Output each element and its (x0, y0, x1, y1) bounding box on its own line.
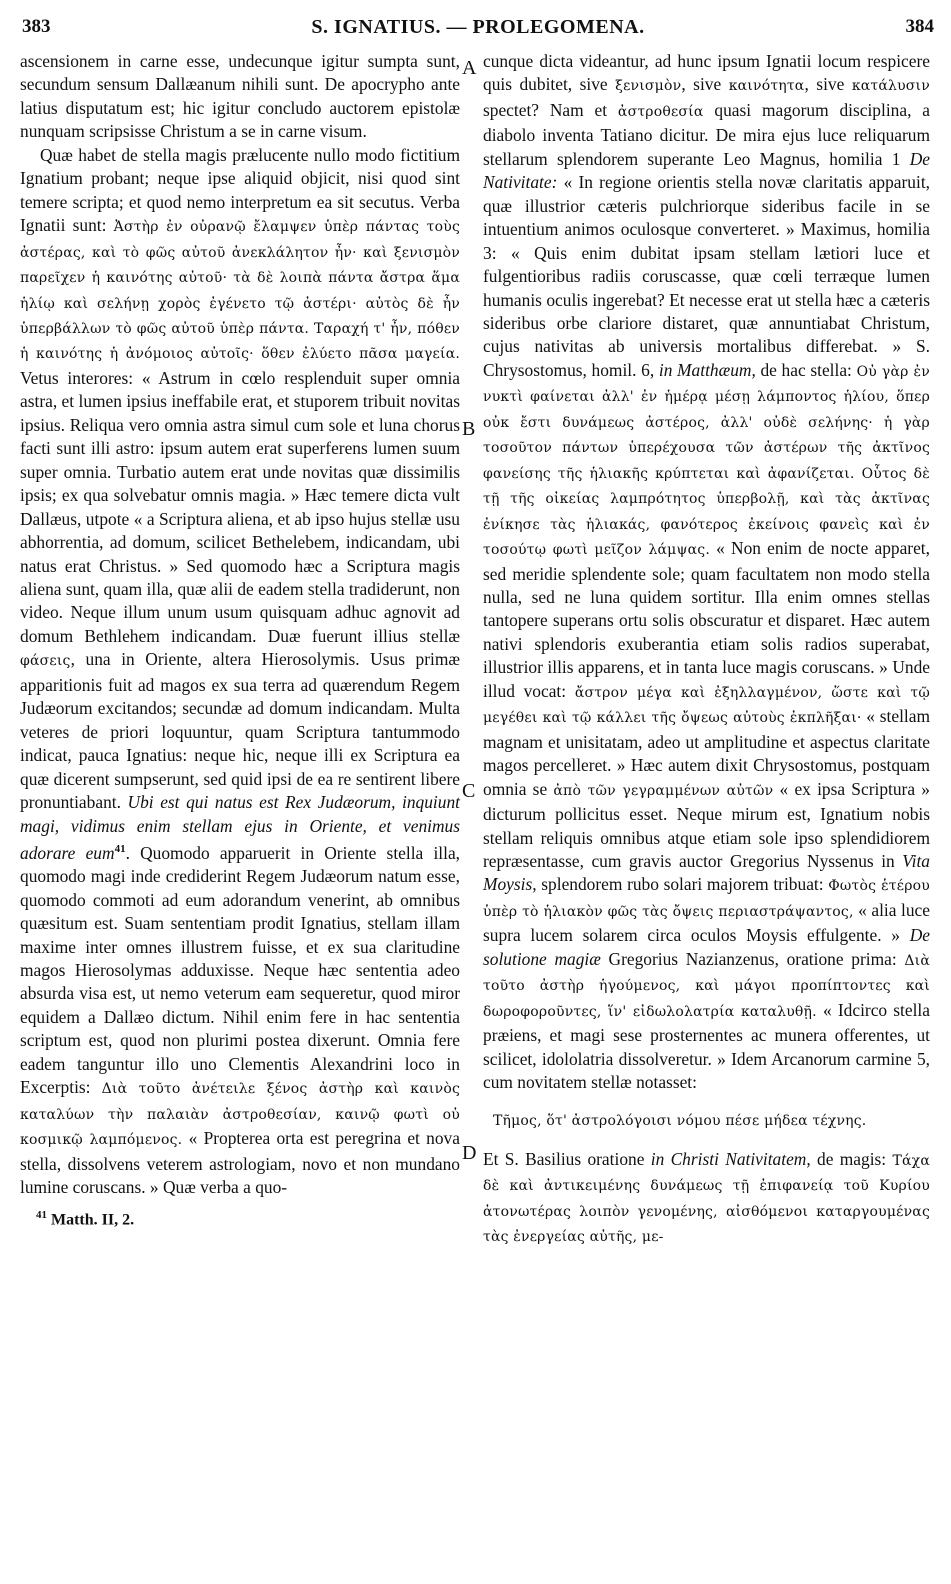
page-number-left: 383 (22, 16, 51, 37)
greek-quote: Οὐ γὰρ ἐν νυκτὶ φαίνεται ἀλλ' ἐν ἡμέρᾳ μέσῃ λάμποντος ἡλίου, ὅπερ οὐκ ἔστι δυνάμεως ἀστέρος, ἀλλ' οὐδὲ σελήνης· ἡ γὰρ τοσοῦτον πάντων ὑπερέχουσα τῶν ἀστέρων τῆς ἀκτῖνος φανείσης τῆς ἡλιακῆς κρύπτεται καὶ ἀφανίζεται. Οὗτος δὲ τῇ τῆς οἰκείας λαμπρότητος ὑπερβολῇ, καὶ τὰς ἀκτῖνας ἐνίκησε τὰς ἡλιακάς, φανότερος ἐκείνοις φανεὶς καὶ ἐν τοσούτῳ φωτὶ μεῖζον λάμψας. (483, 363, 930, 559)
paragraph: Quæ habet de stella magis prælucente nullo modo fictitium Ignatium probant; neque ipse aliquid objicit, nisi quod sint temere scripta; et quod nemo interpretum ea sit secutus. Verba Ignatii sunt: Ἀστὴρ ἐν οὐρανῷ ἔλαμψεν ὑπὲρ πάντας τοὺς ἀστέρας, καὶ τὸ φῶς αὐτοῦ ἀνεκλάλητον ἦν· καὶ ξενισμὸν παρεῖχεν ἡ καινότης αὐτοῦ· τὰ δὲ λοιπὰ πάντα ἄστρα ἅμα ἡλίῳ καὶ σελήνῃ χορὸς ἐγένετο τῷ ἀστέρι· αὐτὸς δὲ ἦν ὑπερβάλλων τὸ φῶς αὐτοῦ ὑπὲρ πάντα. Ταραχή τ' ἦν, πόθεν ἡ καινότης ἡ ἀνόμοιος αὐτοῖς· ὅθεν ἐλύετο πᾶσα μαγεία. Vetus interores: « Astrum in cœlo resplenduit super omnia astra, et lumen ipsius ineffabile erat, et stuporem tribuit novitas ipsius. Reliqua vero omnia astra simul cum sole et luna chorus facti sunt illi astro: ipsum autem erat superferens lumen suum super omnia. Turbatio autem erat unde novitas quæ dissimilis ipsis; ex qua solvebatur omnis magia. » Hæc temere dicta vult Dallæus, utpote « a Scriptura aliena, et ab ipso hujus stellæ usu abhorrentia, ad domum, scilicet Bethelebem, indicandam, ubi natus erat Christus. » Sed quomodo hæc a Scriptura magis aliena sunt, quam illa, quæ alii de eadem stella tradiderunt, non video. Neque illum unum usum quisquam adhuc agnovit ad domum Bethlehem indicandam. Duæ fuerunt illius stellæ φάσεις, una in Oriente, altera Hierosolymis. Usus primæ apparitionis fuit ad magos ex sua terra ad quærendum Regem Judæorum excitandos; secundæ ad domum indicandam. Multa veteres de priori loquuntur, quam Scriptura tantummodo indicat, pauca Ignatius: neque hic, neque illi ex Scriptura ea quæ dicerent sumpserunt, sed quid ipsi de ea re sentirent libere pronuntiabant. Ubi est qui natus est Rex Judæorum, inquiunt magi, vidimus enim stellam ejus in Oriente, et venimus adorare eum$^{41}$. Quomodo apparuerit in Oriente stella illa, quomodo magi inde crediderint Regem Judæorum natum esse, quomodo commoti ad eum adorandum venerint, ab omnibus quæsitum est. Suam sententiam prodit Ignatius, stellam illam maxime inter omnes illustrem fuisse, et ex sua claritudine magos Hierosolymas adduxisse. Neque hæc sententia adeo absurda visa est, ut nemo veterum eam sequeretur, quod miror equidem a Dallæo dictum. Nihil enim fere in hac sententia scriptum est, quod non plurimi postea dixerunt. Omnia fere eadem tanguntur illo uno Clementis Alexandrini loco in Excerptis: Διὰ τοῦτο ἀνέτειλε ξένος ἀστὴρ καὶ καινὸς καταλύων τὴν παλαιὰν ἀστροθεσίαν, καινῷ φωτὶ οὐ κοσμικῷ λαμπόμενος. « Propterea orta est peregrina et nova stella, dissolvens veterem astrologiam, novo et non mundano lumine coruscans. » Quæ verba a quo- (20, 144, 461, 1198)
greek-verse: Τῆμος, ὅτ' ἀστρολόγοισι νόμου πέσε μήδεα τέχνης. (493, 1113, 867, 1130)
paragraph: ascensionem in carne esse, undecunque igitur sumpta sunt, secundum sensum Dallæanum nihili sunt. De apocrypho ante latius disputatum est; hic igitur concludo auctorem epistolæ nunquam scripsisse Christum a se in carne visum. (20, 51, 460, 142)
greek-quote: Διὰ τοῦτο ἀστὴρ ἡγούμενος, καὶ μάγοι προπίπτοντες καὶ δωροφοροῦντες, ἵν' εἰδωλολατρία καταλυθῇ. (483, 952, 930, 1020)
greek-quote: Ἀστὴρ ἐν οὐρανῷ ἔλαμψεν ὑπὲρ πάντας τοὺς ἀστέρας, καὶ τὸ φῶς αὐτοῦ ἀνεκλάλητον ἦν· καὶ ξενισμὸν παρεῖχεν ἡ καινότης αὐτοῦ· τὰ δὲ λοιπὰ πάντα ἄστρα ἅμα ἡλίῳ καὶ σελήνῃ χορὸς ἐγένετο τῷ ἀστέρι· αὐτὸς δὲ ἦν ὑπερβάλλων τὸ φῶς αὐτοῦ ὑπὲρ πάντα. Ταραχή τ' ἦν, πόθεν ἡ καινότης ἡ ἀνόμοιος αὐτοῖς· ὅθεν ἐλύετο πᾶσα μαγεία. (20, 219, 460, 363)
greek-quote: ἄστρον μέγα καὶ ἐξηλλαγμένον, ὥστε καὶ τῷ μεγέθει καὶ τῷ κάλλει τῆς ὄψεως αὐτοὺς ἐκπλῆξαι· (483, 684, 930, 727)
italic-quote: Ubi est qui natus est Rex Judæorum, inquiunt magi, vidimus enim stellam ejus in Oriente, et venimus adorare eum (20, 792, 460, 863)
margin-letter-a: A (462, 57, 477, 79)
greek-quote: Τάχα δὲ καὶ ἀντικειμένης δυνάμεως τῇ ἐπιφανείᾳ τοῦ Κυρίου ἀτονωτέρας λοιπὸν γενομένης, αἰσθόμενοι καταργουμένας τὰς ἐνεργείας αὐτῆς, με- (483, 1152, 930, 1246)
running-header (22, 16, 934, 44)
paragraph: Et S. Basilius oratione in Christi Nativitatem, de magis: Τάχα δὲ καὶ ἀντικειμένης δυνάμεως τῇ ἐπιφανείᾳ τοῦ Κυρίου ἀτονωτέρας λοιπὸν γενομένης, αἰσθόμενοι καταργουμένας τὰς ἐνεργείας αὐτῆς, με- (483, 1148, 930, 1246)
running-title: S. IGNATIUS. — PROLEGOMENA. (311, 16, 645, 38)
paragraph: cunque dicta videantur, ad hunc ipsum Ignatii locum respicere quis dubitet, sive ξενισμὸν, sive καινότητα, sive κατάλυσιν spectet? Nam et ἀστροθεσία quasi magorum disciplina, a diabolo inventa Tatiano dicitur. De mira ejus luce reliquarum stellarum splendorem superante Leo Magnus, homilia 1 De Nativitate: « In regione orientis stella novæ claritatis apparuit, quæ illustrior cæteris pulchriorque sideribus facile in se intuentium animos oculosque converteret. » Maximus, homilia 3: « Quis enim dubitat ipsam stellam lætiori luce et fulgentioribus radiis coruscasse, quæ cœli terræque lumen humanis oculis ingerebat? Et necesse erat ut stella hæc a cæteris sideribus orbe clariore distaret, quæ annuntiabat Christum, cujus nativitas ab universis mortalibus differebat. » S. Chrysostomus, homil. 6, in Matthæum, de hac stella: Οὐ γὰρ ἐν νυκτὶ φαίνεται ἀλλ' ἐν ἡμέρᾳ μέσῃ λάμποντος ἡλίου, ὅπερ οὐκ ἔστι δυνάμεως ἀστέρος, ἀλλ' οὐδὲ σελήνης· ἡ γὰρ τοσοῦτον πάντων ὑπερέχουσα τῶν ἀστέρων τῆς ἀκτῖνος φανείσης τῆς ἡλιακῆς κρύπτεται καὶ ἀφανίζεται. Οὗτος δὲ τῇ τῆς οἰκείας λαμπρότητος ὑπερβολῇ, καὶ τὰς ἀκτῖνας ἐνίκησε τὰς ἡλιακάς, φανότερος ἐκείνοις φανεὶς καὶ ἐν τοσούτῳ φωτὶ μεῖζον λάμψας. « Non enim de nocte apparet, sed meridie splendente sole; quam facultatem non modo stella nulla, sed ne luna quidem sortitur. Illa enim omnes stellas tantopere superans ortu solis obscuratur et disparet. Hæc autem nativi splendoris exuberantia etiam solis radios superabat, illustrior illis apparens, et in tanta luce magis coruscans. » Unde illud vocat: ἄστρον μέγα καὶ ἐξηλλαγμένον, ὥστε καὶ τῷ μεγέθει καὶ τῷ κάλλει τῆς ὄψεως αὐτοὺς ἐκπλῆξαι· « stellam magnam et unisitatam, adeo ut amplitudine et aspectus claritate magos percelleret. » Hæc autem dixit Chrysostomus, postquam omnia se ἀπὸ τῶν γεγραμμένων αὐτῶν « ex ipsa Scriptura » dicturum pollicitus esset. Neque mirum est, Ignatium nobis stellam reliquis omnibus atque etiam sole ipso splendidiorem repræsentasse, cum gravis auctor Gregorius Nyssenus in Vita Moysis, splendorem rubo solari majorem tribuat: Φωτὸς ἑτέρου ὑπὲρ τὸ ἡλιακὸν φῶς τὰς ὄψεις περιαστράψαντος, « alia luce supra lucem solarem circa oculos Moysis effulgente. » De solutione magiæ Gregorius Nazianzenus, oratione prima: Διὰ τοῦτο ἀστὴρ ἡγούμενος, καὶ μάγοι προπίπτοντες καὶ δωροφοροῦντες, ἵν' εἰδωλολατρία καταλυθῇ. « Idcirco stella præiens, et magi sese prosternentes ac munera offerentes, ut scilicet, idololatria dissolveretur. » Idem Arcanorum carmine 5, cum novitatem stellæ notasset: (483, 51, 930, 1093)
greek-quote: Διὰ τοῦτο ἀνέτειλε ξένος ἀστὴρ καὶ καινὸς καταλύων τὴν παλαιὰν ἀστροθεσίαν, καινῷ φωτὶ οὐ κοσμικῷ λαμπόμενος. (20, 1081, 460, 1149)
left-column (20, 50, 460, 1231)
footnote-ref: 41 (114, 842, 126, 855)
margin-letter-d: D (462, 1142, 477, 1164)
footnote: $^{41}$ Matth. II, 2. (36, 1208, 135, 1228)
greek-quote: Φωτὸς ἑτέρου ὑπὲρ τὸ ἡλιακὸν φῶς τὰς ὄψεις περιαστράψαντος, (483, 878, 930, 920)
page-number-right: 384 (905, 16, 934, 37)
margin-letter-b: B (462, 418, 476, 440)
right-column (483, 50, 930, 1250)
margin-letter-c: C (462, 780, 476, 802)
